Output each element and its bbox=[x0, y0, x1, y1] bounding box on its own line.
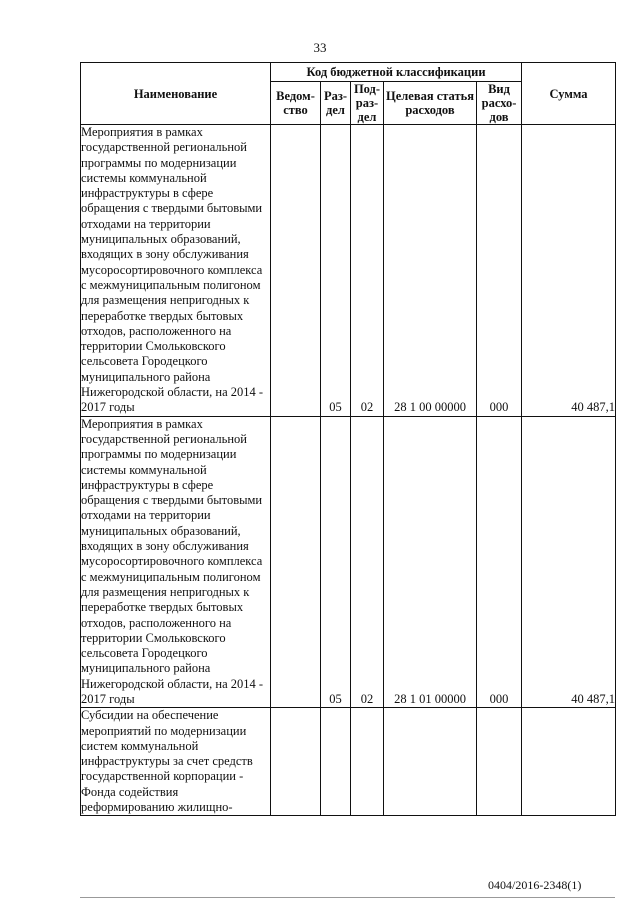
row-target: 28 1 01 00000 bbox=[384, 416, 477, 708]
header-expense-type: Вид расхо-дов bbox=[477, 82, 522, 125]
row-vid: 000 bbox=[477, 125, 522, 417]
header-razdel: Раз-дел bbox=[321, 82, 351, 125]
row-name: Субсидии на обеспечение мероприятий по модернизации систем коммунальной инфраструктуры за счет средств государственной корпорации - Фонда содействия реформированию жилищно- bbox=[81, 708, 271, 816]
row-razdel bbox=[321, 708, 351, 816]
header-vedomstvo: Ведом-ство bbox=[271, 82, 321, 125]
row-sum: 40 487,1 bbox=[522, 416, 616, 708]
header-budget-classification: Код бюджетной классификации bbox=[271, 63, 522, 82]
row-vid: 000 bbox=[477, 416, 522, 708]
header-name: Наименование bbox=[81, 63, 271, 125]
row-vedomstvo bbox=[271, 125, 321, 417]
header-sum: Сумма bbox=[522, 63, 616, 125]
row-razdel: 05 bbox=[321, 125, 351, 417]
row-vedomstvo bbox=[271, 708, 321, 816]
budget-table bbox=[80, 62, 616, 816]
page-bottom-divider bbox=[80, 897, 615, 898]
row-target bbox=[384, 708, 477, 816]
row-podrazdel: 02 bbox=[351, 125, 384, 417]
header-podrazdel: Под-раз-дел bbox=[351, 82, 384, 125]
document-code: 0404/2016-2348(1) bbox=[488, 878, 582, 892]
row-name: Мероприятия в рамках государственной региональной программы по модернизации системы коммунальной инфраструктуры в сфере обращения с твердыми бытовыми отходами на территории муниципальных образований, входящих в зону обслуживания мусоросортировочного комплекса с межмуниципальным полигоном для размещения непригодных к переработке твердых бытовых отходов, расположенного на территории Смольковского сельсовета Городецкого муниципального района Нижегородской области, на 2014 - 2017 годы bbox=[81, 125, 271, 417]
row-podrazdel bbox=[351, 708, 384, 816]
row-name: Мероприятия в рамках государственной региональной программы по модернизации системы коммунальной инфраструктуры в сфере обращения с твердыми бытовыми отходами на территории муниципальных образований, входящих в зону обслуживания мусоросортировочного комплекса с межмуниципальным полигоном для размещения непригодных к переработке твердых бытовых отходов, расположенного на территории Смольковского сельсовета Городецкого муниципального района Нижегородской области, на 2014 - 2017 годы bbox=[81, 416, 271, 708]
row-vedomstvo bbox=[271, 416, 321, 708]
table-row bbox=[81, 416, 616, 708]
row-sum bbox=[522, 708, 616, 816]
header-target-article: Целевая статья расходов bbox=[384, 82, 477, 125]
row-vid bbox=[477, 708, 522, 816]
row-podrazdel: 02 bbox=[351, 416, 384, 708]
table-row bbox=[81, 708, 616, 816]
row-razdel: 05 bbox=[321, 416, 351, 708]
row-sum: 40 487,1 bbox=[522, 125, 616, 417]
table-row bbox=[81, 125, 616, 417]
row-target: 28 1 00 00000 bbox=[384, 125, 477, 417]
page-number: 33 bbox=[313, 40, 327, 55]
